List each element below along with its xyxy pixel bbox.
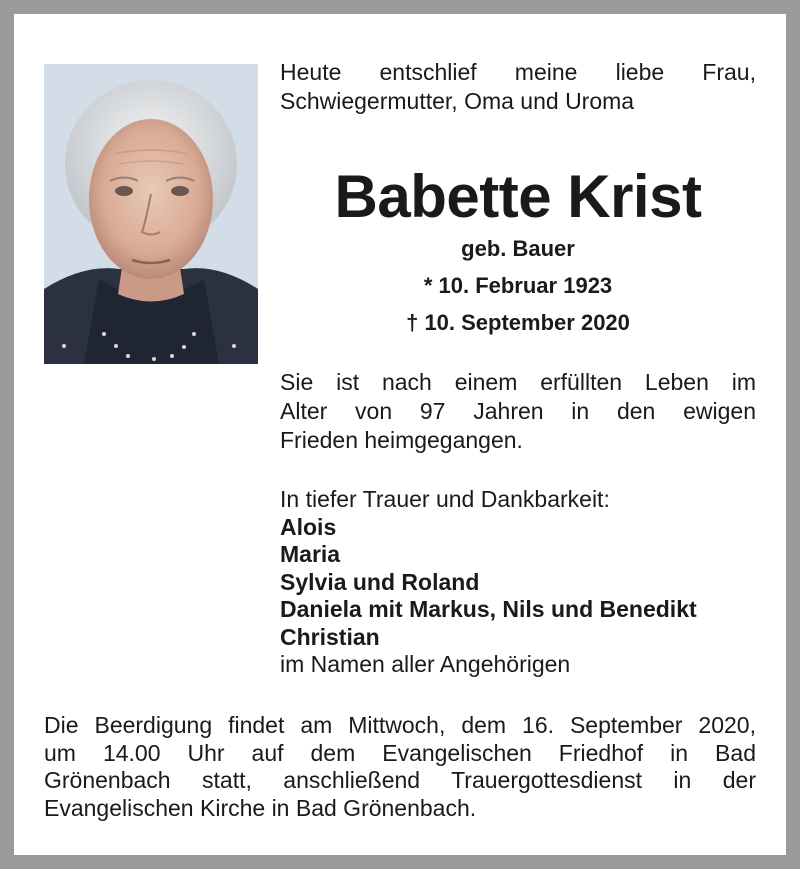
obituary-card [14, 14, 786, 855]
intro-line: Heute entschlief meine liebe Frau, [280, 59, 756, 85]
life-text [280, 368, 756, 455]
funeral-line: Grönenbach statt, anschließend Trauergottesdienst in der [44, 767, 756, 793]
life-line: Alter von 97 Jahren in den ewigen [280, 398, 756, 424]
death-date: † 10. September 2020 [406, 310, 630, 335]
dates-block [280, 230, 756, 341]
intro-line: Schwiegermutter, Oma und Uroma [280, 88, 635, 114]
mourner-name: Sylvia und Roland [280, 568, 480, 595]
maiden-name: geb. Bauer [461, 236, 575, 261]
mourner-name: Christian [280, 623, 380, 650]
mourner-name: Maria [280, 541, 341, 567]
mourner-name: Daniela mit Markus, Nils und Benedikt [280, 596, 697, 622]
funeral-notice [44, 712, 756, 822]
mourner-name: Alois [280, 513, 337, 540]
mourners-block [280, 486, 756, 679]
portrait-illustration [44, 64, 258, 364]
mourners-heading: In tiefer Trauer und Dankbarkeit: [280, 486, 610, 512]
deceased-name: Babette Krist [334, 163, 702, 230]
intro-text [280, 58, 756, 116]
life-line: Frieden heimgegangen. [280, 427, 523, 453]
portrait-photo [44, 64, 258, 364]
funeral-line: Evangelischen Kirche in Bad Grönenbach. [44, 794, 477, 821]
funeral-line: um 14.00 Uhr auf dem Evangelischen Friedhof in Bad [44, 739, 756, 766]
life-line: Sie ist nach einem erfüllten Leben im [280, 369, 756, 395]
birth-date: * 10. Februar 1923 [423, 273, 613, 298]
mourners-footer: im Namen aller Angehörigen [280, 651, 571, 677]
funeral-line: Die Beerdigung findet am Mittwoch, dem 16. September 2020, [44, 712, 756, 738]
